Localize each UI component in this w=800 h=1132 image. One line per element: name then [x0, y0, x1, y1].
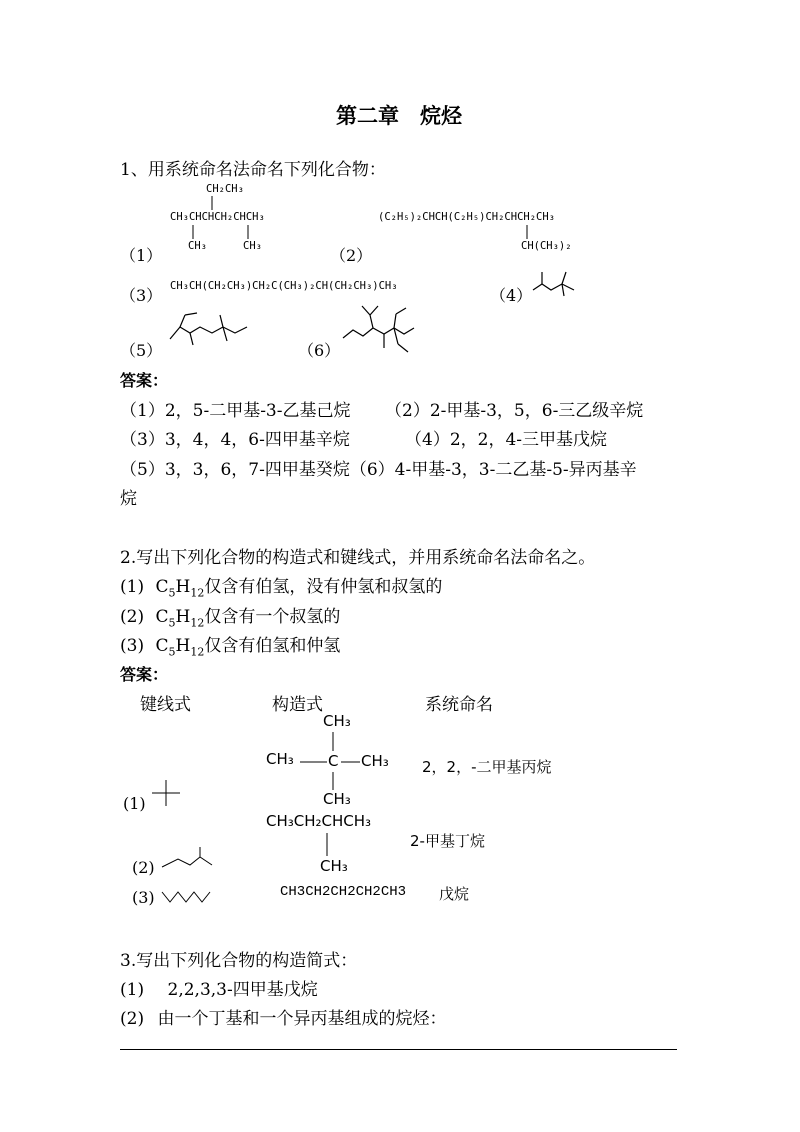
q3-item-num: (1) — [120, 980, 145, 1000]
s22-main: CH₃CH₂CHCH₃ — [266, 812, 372, 830]
s21-left: CH₃ — [266, 750, 294, 768]
q2-item-num: (2) — [120, 607, 145, 627]
q2-item-num: (3) — [120, 636, 145, 656]
q2-item-text: 仅含有伯氢和仲氢 — [204, 636, 341, 656]
q2-formula-c-sub: 5 — [168, 616, 176, 630]
q3-item-text: 由一个丁基和一个异丙基组成的烷烃： — [157, 1009, 447, 1029]
s2-branch: CH(CH₃)₂ — [521, 240, 572, 252]
q2-item-text: 仅含有一个叔氢的 — [204, 607, 341, 627]
q1-label-2: （2） — [330, 246, 373, 265]
q1-label-4: （4） — [490, 286, 533, 305]
q2-formula-h: H — [175, 607, 191, 627]
q1-label-5: （5） — [120, 341, 163, 360]
q2-formula-c-sub: 5 — [168, 586, 176, 600]
q1-answer-label: 答案： — [120, 371, 169, 390]
header-structural: 构造式 — [272, 695, 323, 715]
s22-name: 2-甲基丁烷 — [410, 832, 485, 850]
s22-bottom: CH₃ — [320, 857, 348, 875]
s21-center: C — [328, 752, 339, 770]
q2-formula-h-sub: 12 — [190, 586, 205, 600]
q3-item-1 — [120, 975, 318, 1000]
q1-label-3: （3） — [120, 286, 163, 305]
footer-divider — [120, 1049, 677, 1050]
q2-formula-c: C — [155, 636, 169, 656]
q3-prompt: 3.写出下列化合物的构造简式： — [120, 951, 358, 971]
q2-answer-label: 答案： — [120, 665, 169, 684]
q1-answer-5-6: （5）3，3，6，7-四甲基癸烷（6）4-甲基-3，3-二乙基-5-异丙基辛 — [120, 460, 637, 480]
s22-skeletal — [160, 845, 220, 875]
s21-top: CH₃ — [323, 712, 351, 730]
q2-formula-h: H — [175, 636, 191, 656]
q2-row-label-1: (1) — [123, 794, 146, 813]
q2-formula-c: C — [155, 607, 169, 627]
q1-label-6: （6） — [298, 341, 341, 360]
q1-answer-1: （1）2，5-二甲基-3-乙基己烷 — [120, 401, 351, 421]
s21-right: CH₃ — [361, 752, 389, 770]
page-title: 第二章 烷烃 — [336, 103, 462, 128]
q3-item-num: (2) — [120, 1009, 145, 1029]
q1-answer-4: （4）2，2，4-三甲基戊烷 — [405, 430, 608, 450]
s23-name: 戊烷 — [439, 885, 470, 903]
s2-main-chain: (C₂H₅)₂CHCH(C₂H₅)CH₂CHCH₂CH₃ — [378, 211, 556, 223]
q1-label-1: （1） — [120, 246, 163, 265]
q2-formula-h-sub: 12 — [190, 616, 205, 630]
q3-item-2 — [120, 1004, 447, 1029]
s21-name: 2，2，-二甲基丙烷 — [422, 758, 552, 776]
s21-bottom: CH₃ — [323, 790, 351, 808]
q2-formula-h-sub: 12 — [190, 645, 205, 659]
header-skeletal: 键线式 — [140, 695, 191, 715]
q1-answer-3: （3）3，4，4，6-四甲基辛烷 — [120, 430, 350, 450]
q1-prompt: 1、用系统命名法命名下列化合物： — [120, 160, 386, 180]
q1-answer-2: （2）2-甲基-3，5，6-三乙级辛烷 — [385, 401, 644, 421]
q2-item-num: (1) — [120, 577, 145, 597]
s23-skeletal — [160, 886, 220, 910]
q2-item-text: 仅含有伯氢，没有仲氢和叔氢的 — [204, 577, 443, 597]
q2-formula-c-sub: 5 — [168, 645, 176, 659]
q2-formula-h: H — [175, 577, 191, 597]
s1-branch-1: CH₃ — [188, 240, 207, 252]
s1-main-chain: CH₃CHCHCH₂CHCH₃ — [170, 211, 265, 223]
q1-answer-6-cont: 烷 — [120, 489, 137, 509]
q2-row-label-2: (2) — [132, 858, 155, 877]
s23-main: CH3CH2CH2CH2CH3 — [280, 884, 407, 900]
q3-item-text: 2,2,3,3-四甲基戊烷 — [167, 980, 318, 1000]
s3-formula: CH₃CH(CH₂CH₃)CH₂C(CH₃)₂CH(CH₂CH₃)CH₃ — [170, 280, 398, 292]
header-name: 系统命名 — [425, 695, 493, 715]
q2-formula-c: C — [155, 577, 169, 597]
q2-prompt: 2.写出下列化合物的构造式和键线式，并用系统命名法命名之。 — [120, 548, 596, 568]
s1-branch-2: CH₃ — [243, 240, 262, 252]
s1-top-group: CH₂CH₃ — [206, 183, 244, 195]
q2-row-label-3: (3) — [132, 888, 155, 907]
